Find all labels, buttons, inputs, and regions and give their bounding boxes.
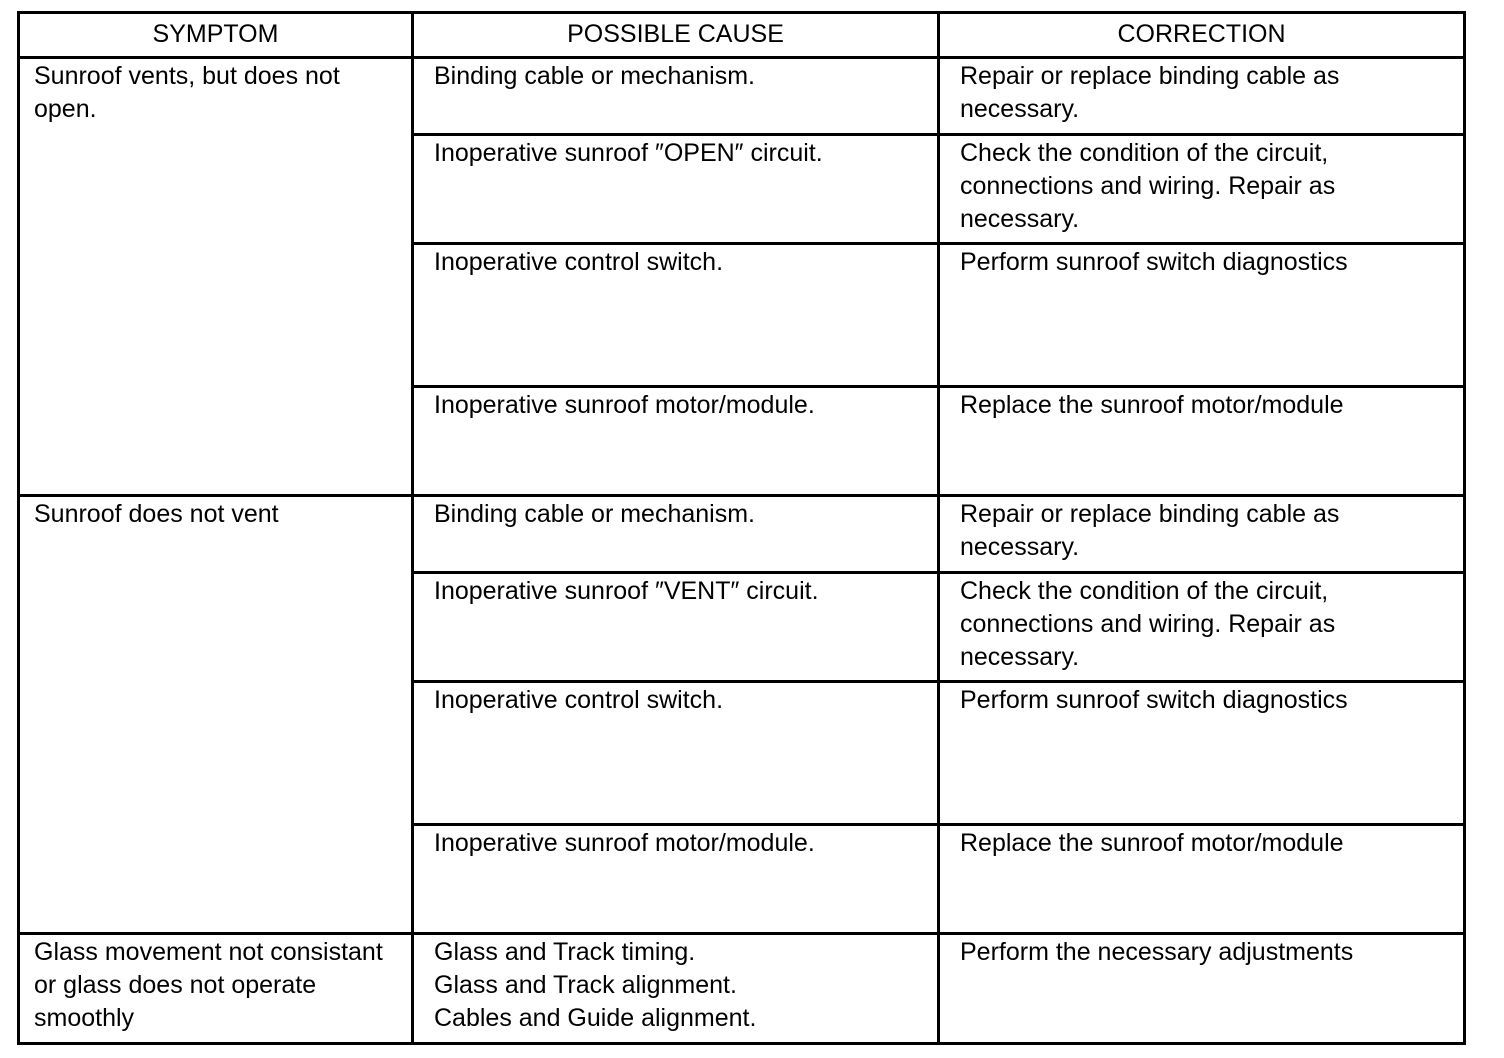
correction-cell: Check the condition of the circuit, connections and wiring. Repair as necessary. — [939, 573, 1465, 682]
correction-cell: Perform sunroof switch diagnostics — [939, 682, 1465, 825]
cause-cell: Binding cable or mechanism. — [413, 496, 939, 573]
correction-cell: Perform the necessary adjustments — [939, 934, 1465, 1044]
correction-cell: Check the condition of the circuit, connections and wiring. Repair as necessary. — [939, 135, 1465, 244]
cause-cell: Inoperative control switch. — [413, 244, 939, 387]
cause-line: Glass and Track alignment. — [434, 971, 737, 999]
symptom-cell: Sunroof vents, but does not open. — [19, 58, 413, 496]
cause-cell: Binding cable or mechanism. — [413, 58, 939, 135]
header-symptom: SYMPTOM — [19, 13, 413, 58]
table-row — [19, 58, 1465, 135]
cause-cell: Inoperative sunroof ″VENT″ circuit. — [413, 573, 939, 682]
cause-cell: Inoperative sunroof motor/module. — [413, 387, 939, 496]
cause-line: Cables and Guide alignment. — [434, 1004, 757, 1032]
correction-cell: Replace the sunroof motor/module — [939, 825, 1465, 934]
table-row — [19, 496, 1465, 573]
cause-cell: Inoperative sunroof motor/module. — [413, 825, 939, 934]
cause-line: Glass and Track timing. — [434, 938, 696, 966]
correction-cell: Replace the sunroof motor/module — [939, 387, 1465, 496]
header-correction: CORRECTION — [939, 13, 1465, 58]
header-possible-cause: POSSIBLE CAUSE — [413, 13, 939, 58]
correction-cell: Repair or replace binding cable as necessary. — [939, 58, 1465, 135]
cause-cell — [413, 934, 939, 1044]
symptom-cell: Glass movement not consistant or glass does not operate smoothly — [19, 934, 413, 1044]
diagnosis-sheet — [17, 11, 1463, 1045]
symptom-cell: Sunroof does not vent — [19, 496, 413, 934]
cause-cell: Inoperative sunroof ″OPEN″ circuit. — [413, 135, 939, 244]
header-row — [19, 13, 1465, 58]
table-row — [19, 934, 1465, 1044]
correction-cell: Repair or replace binding cable as necessary. — [939, 496, 1465, 573]
diagnosis-table — [17, 11, 1466, 1045]
cause-cell: Inoperative control switch. — [413, 682, 939, 825]
correction-cell: Perform sunroof switch diagnostics — [939, 244, 1465, 387]
